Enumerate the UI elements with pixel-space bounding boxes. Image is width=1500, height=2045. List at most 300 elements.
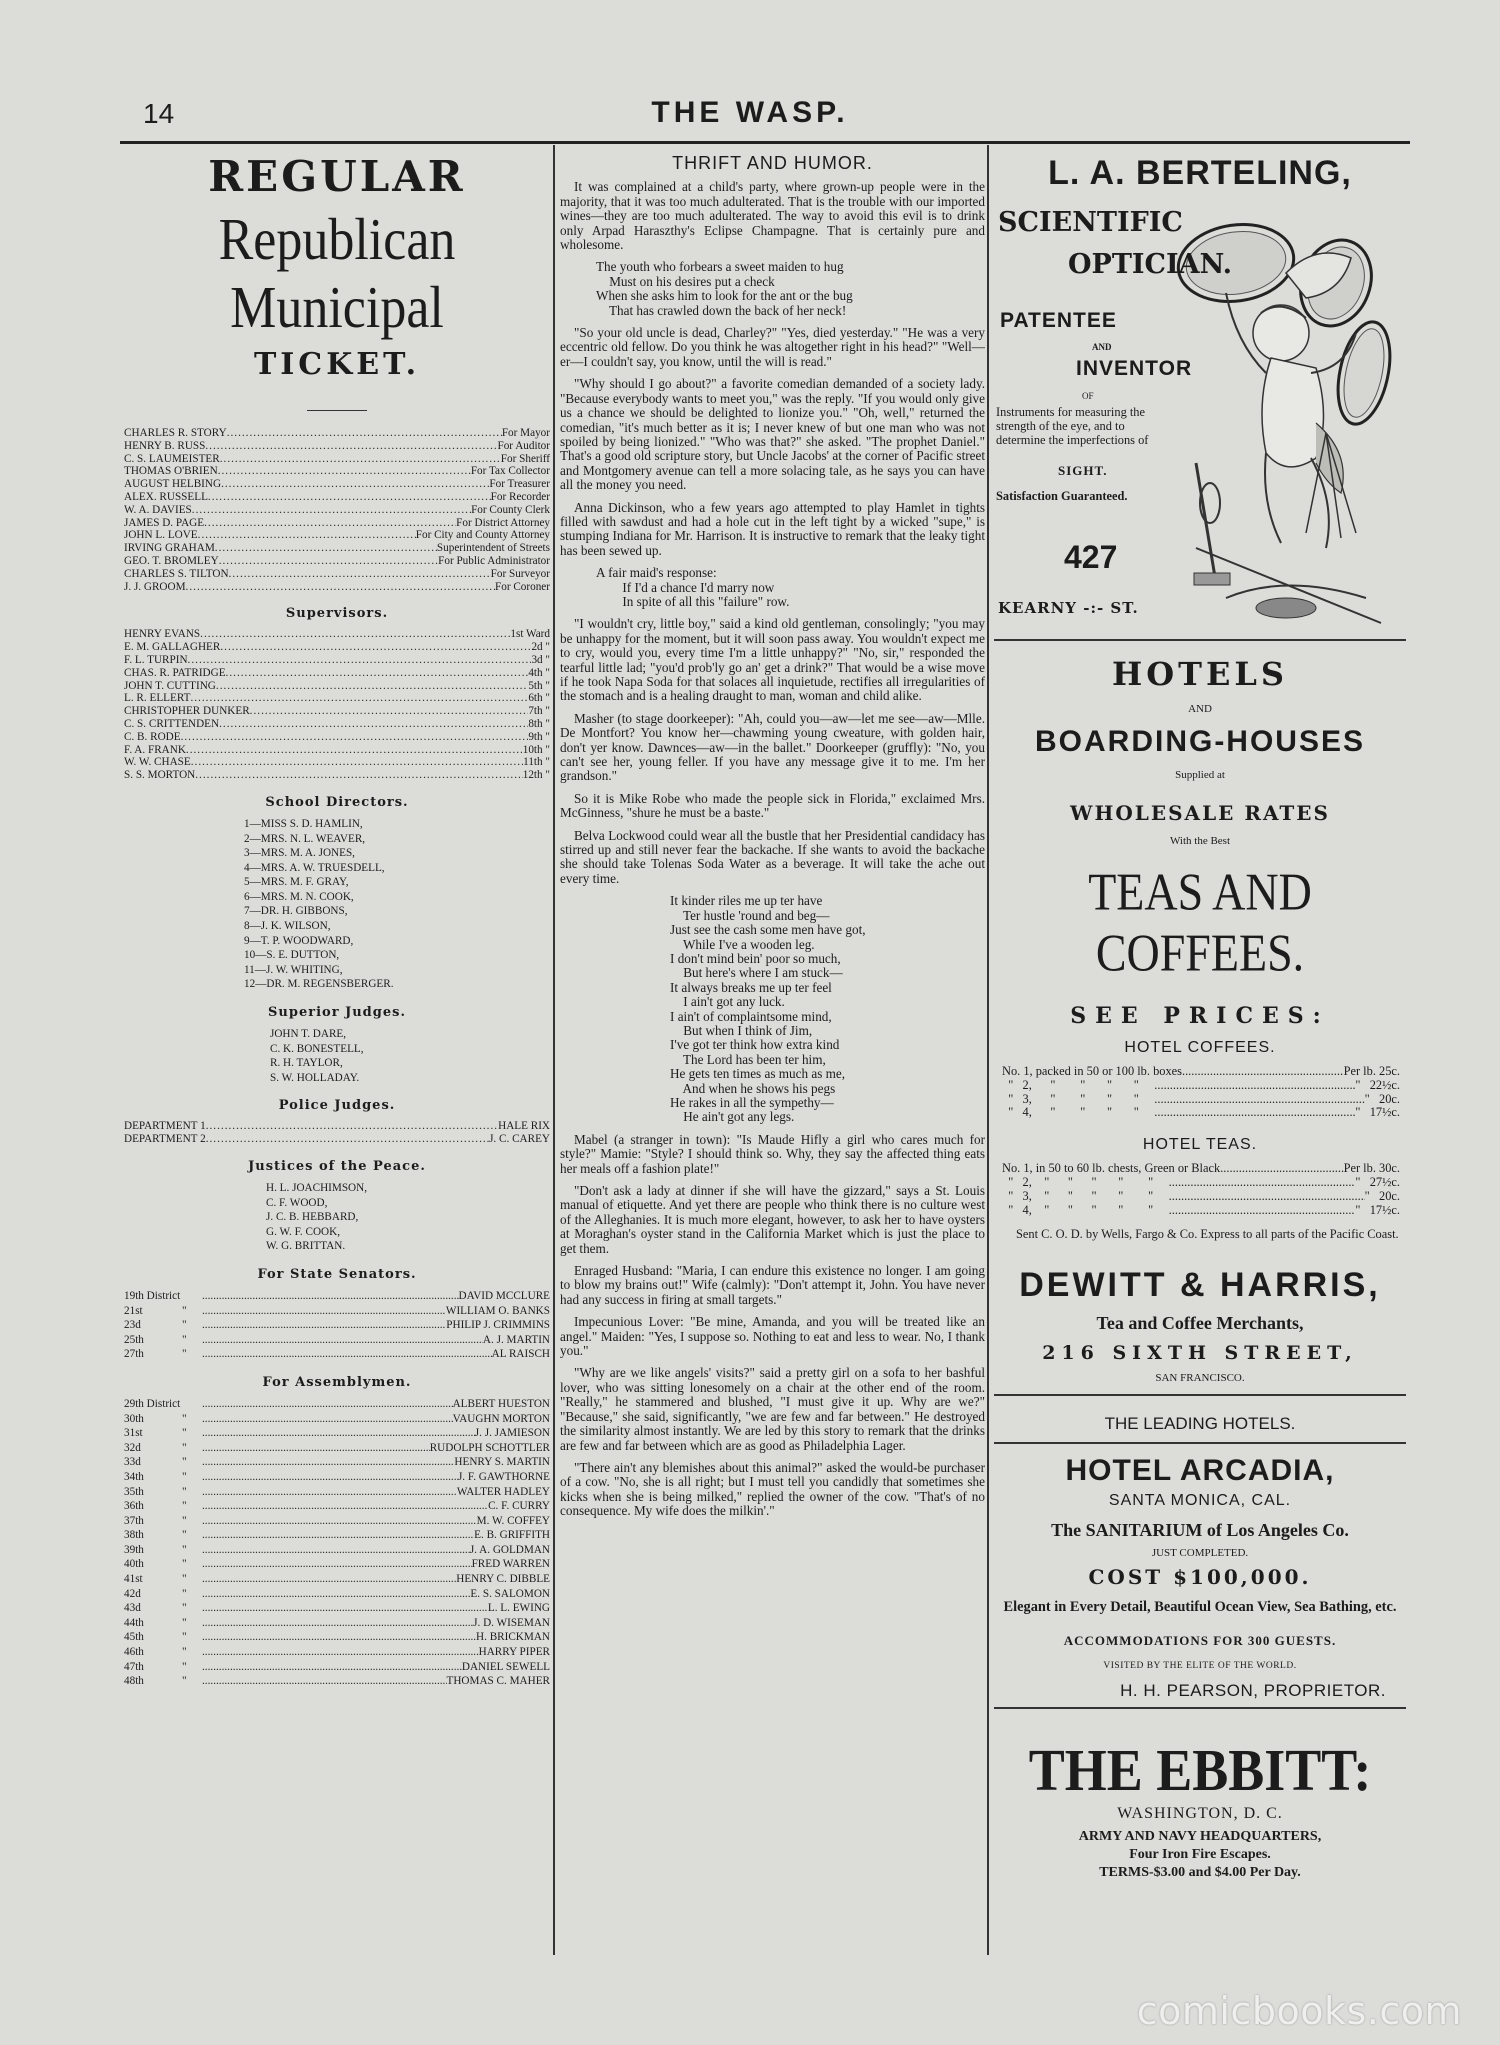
judge-item: JOHN T. DARE, <box>270 1028 347 1041</box>
justices-heading: Justices of the Peace. <box>248 1159 426 1175</box>
officer-row-value: For Tax Collector <box>470 465 550 478</box>
senators-heading: For State Senators. <box>257 1266 417 1282</box>
humor-paragraph: Enraged Husband: "Maria, I can endure this existence no longer. I am going to blow my brains out!" Wife (calmly): "Don't attempt it, John. You have never had any success in firing at small targets." <box>560 1263 985 1307</box>
fire-escapes: Four Iron Fire Escapes. <box>1129 1846 1271 1862</box>
officer-row-name: GEO. T. BROMLEY <box>124 554 219 567</box>
sight-label: SIGHT. <box>1058 463 1108 478</box>
assembly-row-ditto <box>182 1397 202 1412</box>
assembly-row-name: J. F. GAWTHORNE <box>457 1470 550 1483</box>
assembly-row <box>124 1660 550 1675</box>
assembly-row-ditto: " <box>182 1558 187 1571</box>
dewitt-harris-title: DEWITT & HARRIS, <box>1019 1265 1381 1304</box>
leader-dots <box>202 1543 470 1558</box>
justice-item: J. C. B. HEBBARD, <box>266 1211 359 1224</box>
just-completed: JUST COMPLETED. <box>1151 1546 1249 1559</box>
hotel-teas-heading: HOTEL TEAS. <box>1142 1136 1258 1154</box>
police-row-name: DEPARTMENT 1 <box>124 1120 206 1133</box>
assembly-row-ditto: " <box>182 1660 187 1673</box>
supervisor-row-value: 2d " <box>531 641 550 654</box>
assembly-row-district: 30th <box>124 1412 144 1425</box>
wholesale-rates: WHOLESALE RATES <box>1070 801 1330 825</box>
army-navy-hq: ARMY AND NAVY HEADQUARTERS, <box>1078 1828 1322 1844</box>
assembly-row-district: 45th <box>124 1631 144 1644</box>
leader-dots <box>202 1470 458 1485</box>
supervisor-row-name: JOHN T. CUTTING <box>124 679 216 692</box>
officer-row-name: CHARLES S. TILTON <box>124 567 229 580</box>
senator-row <box>124 1318 550 1333</box>
leader-dots <box>202 1289 459 1304</box>
leader-dots <box>202 1660 462 1675</box>
officer-row-name: JAMES D. PAGE <box>124 516 205 529</box>
senator-row-name: DAVID MCCLURE <box>458 1289 550 1302</box>
assembly-row-district: 44th <box>124 1616 144 1629</box>
assembly-row-name: VAUGHN MORTON <box>452 1412 550 1425</box>
poem-line: Ter hustle 'round and beg— <box>670 907 830 923</box>
officer-row <box>124 491 550 504</box>
supervisor-row-value: 7th " <box>528 705 550 718</box>
price-row <box>994 1162 1406 1176</box>
ticket-regular: REGULAR <box>208 152 466 201</box>
officer-row-value: For Coroner <box>495 580 550 593</box>
humor-paragraph: "Why are we like angels' visits?" said a pretty girl on a sofa to her bashful lover, who was sitting lonesomely on a chair at the other end of the room. "Really," he stammered and blushed, "I must give it up. Why are we?" "Because," she said, significantly, "we are few and far between." He destroyed the similarity almost instantly. We are led by this story to remark that the drinks are few and far between which are as good as Philadelphia Lager. <box>560 1365 985 1453</box>
poem-line: A fair maid's response: <box>596 565 717 581</box>
supervisor-row <box>124 654 550 667</box>
officer-row-name: THOMAS O'BRIEN <box>124 465 218 478</box>
header-rule <box>120 141 1410 144</box>
leader-dots <box>208 491 491 504</box>
judge-item: R. H. TAYLOR, <box>270 1057 343 1070</box>
assembly-row-name: DANIEL SEWELL <box>461 1660 550 1673</box>
poem-line: Just see the cash some men have got, <box>670 922 866 938</box>
leader-dots <box>206 1133 489 1146</box>
supervisor-row <box>124 705 550 718</box>
see-prices: SEE PRICES: <box>1070 1003 1330 1029</box>
assembly-row-name: E. B. GRIFFITH <box>474 1529 550 1542</box>
poem-block <box>560 894 985 1125</box>
school-heading: School Directors. <box>265 794 409 810</box>
assembly-row <box>124 1557 550 1572</box>
poem-line: He gets ten times as much as me, <box>670 1066 846 1082</box>
ad-divider <box>994 639 1406 641</box>
supervisor-row-value: 1st Ward <box>510 628 550 641</box>
assembly-row <box>124 1426 550 1441</box>
senator-row <box>124 1304 550 1319</box>
humor-paragraph: "I wouldn't cry, little boy," said a kind old gentleman, consolingly; "you may be unhappy for the moment, but it will soon pass away. You wouldn't expect me to cry, would you, every time I'm a little unhappy?" "No, sir," responded the tearful little lad; "you'd prob'ly go an' get a drink?" That would be a wise move if he took Napa Soda for that solaces all inquietude, rectifies all irregularities of the stomach and is a healing draught to man, woman and child alike. <box>560 616 985 704</box>
humor-paragraph: "So your old uncle is dead, Charley?" "Yes, died yesterday." "He was a very eccentric old fellow. Do you think he was altogether right in his head?" "Well—er—I couldn't say, you know, until the will is read." <box>560 325 985 369</box>
terms: TERMS-$3.00 and $4.00 Per Day. <box>1099 1864 1301 1880</box>
leader-dots <box>192 504 471 517</box>
director-item: 8—J. K. WILSON, <box>244 920 331 933</box>
leader-dots <box>186 744 523 757</box>
officer-row <box>124 529 550 542</box>
assembly-row-district: 36th <box>124 1500 144 1513</box>
berteling-title: L. A. BERTELING, <box>1048 154 1352 192</box>
assembly-heading: For Assemblymen. <box>262 1374 412 1390</box>
price-item: " 4, " " " " <box>1002 1105 1155 1120</box>
poem-line: It always breaks me up ter feel <box>670 979 832 995</box>
senator-row-name: PHILIP J. CRIMMINS <box>446 1319 550 1332</box>
assembly-row-name: E. S. SALOMON <box>470 1587 550 1600</box>
leader-dots <box>205 440 497 453</box>
assembly-row-name: J. A. GOLDMAN <box>469 1543 550 1556</box>
supervisor-row-value: 3d " <box>531 653 550 666</box>
senator-row-ditto <box>182 1289 202 1304</box>
poem-line: He rakes in all the sympethy— <box>670 1094 834 1110</box>
poem-line: It kinder riles me up ter have <box>670 893 823 909</box>
scientific-label: SCIENTIFIC <box>998 207 1183 238</box>
leader-dots <box>220 453 501 466</box>
leader-dots <box>181 731 529 744</box>
supervisor-row <box>124 692 550 705</box>
assembly-list <box>124 1397 550 1689</box>
leader-dots <box>198 529 416 542</box>
poem-line: That has crawled down the back of her neck! <box>596 302 847 318</box>
ticket-republican: Republican Municipal <box>218 207 456 341</box>
optician-label: OPTICIAN. <box>1068 249 1232 280</box>
senators-list <box>124 1289 550 1362</box>
leader-dots <box>202 1441 430 1456</box>
supervisors-heading: Supervisors. <box>285 606 389 622</box>
officer-row <box>124 440 550 453</box>
kearny-street: KEARNY -:- ST. <box>998 599 1139 617</box>
assembly-row-ditto: " <box>182 1456 187 1469</box>
director-item: 6—MRS. M. N. COOK, <box>244 890 354 903</box>
assembly-row-district: 29th District <box>124 1397 181 1410</box>
assembly-row-name: FRED WARREN <box>471 1558 550 1571</box>
leader-dots <box>191 756 523 769</box>
visited-by: VISITED BY THE ELITE OF THE WORLD. <box>1103 1660 1297 1671</box>
senator-row-name: A. J. MARTIN <box>482 1333 550 1346</box>
leader-dots <box>202 1499 488 1514</box>
ticket-heading: TICKET. <box>253 347 421 382</box>
teas-coffees-heading: TEAS AND COFFEES. <box>1088 862 1312 982</box>
column-rule-1 <box>553 145 555 1955</box>
assembly-row-ditto: " <box>182 1602 187 1615</box>
police-heading: Police Judges. <box>278 1098 396 1114</box>
police-row-value: J. C. CAREY <box>489 1133 550 1146</box>
assembly-row <box>124 1485 550 1500</box>
officer-row-name: CHARLES R. STORY <box>124 427 227 439</box>
assembly-row <box>124 1572 550 1587</box>
ebbitt-title: THE EBBITT: <box>1028 1736 1372 1803</box>
price-row <box>994 1176 1406 1190</box>
assembly-row-name: L. L. EWING <box>487 1602 550 1615</box>
superior-heading: Superior Judges. <box>268 1005 406 1021</box>
supervisor-row <box>124 718 550 731</box>
supervisor-row-name: L. R. ELLERT <box>124 692 191 705</box>
cod-notice: Sent C. O. D. by Wells, Fargo & Co. Express to all parts of the Pacific Coast. <box>1016 1227 1399 1242</box>
assembly-row <box>124 1470 550 1485</box>
assembly-row <box>124 1601 550 1616</box>
senator-row-name: AL RAISCH <box>491 1348 550 1361</box>
price-item: " 2, " " " " <box>1002 1077 1155 1092</box>
director-item: 1—MISS S. D. HAMLIN, <box>244 817 363 830</box>
leader-dots <box>202 1485 457 1500</box>
supervisor-row-name: S. S. MORTON <box>124 769 196 782</box>
officer-row <box>124 542 550 555</box>
ad-divider-3 <box>994 1442 1406 1444</box>
leader-dots <box>202 1455 454 1470</box>
director-item: 4—MRS. A. W. TRUESDELL, <box>244 861 385 874</box>
poem-line: In spite of all this "failure" row. <box>596 593 790 609</box>
assembly-row-district: 38th <box>124 1529 144 1542</box>
director-item: 2—MRS. N. L. WEAVER, <box>244 832 366 845</box>
officer-row-value: For District Attorney <box>456 516 550 529</box>
optician-ad <box>994 199 1406 639</box>
poem-line: If I'd a chance I'd marry now <box>596 579 775 595</box>
assembly-row-district: 47th <box>124 1660 144 1673</box>
police-row-name: DEPARTMENT 2 <box>124 1133 206 1146</box>
accommodations: ACCOMMODATIONS FOR 300 GUESTS. <box>1063 1632 1337 1648</box>
leader-dots <box>1154 1079 1355 1093</box>
supervisor-row-value: 8th " <box>528 717 550 730</box>
director-item: 10—S. E. DUTTON, <box>244 949 340 962</box>
leader-dots <box>206 1120 498 1133</box>
leader-dots <box>202 1304 446 1319</box>
assembly-row-ditto: " <box>182 1616 187 1629</box>
poem-line: While I've a wooden leg. <box>670 936 815 952</box>
leader-dots <box>202 1674 447 1689</box>
director-item: 12—DR. M. REGENSBERGER. <box>244 978 394 991</box>
officer-row-value: For Sheriff <box>500 452 550 465</box>
police-list <box>124 1120 550 1146</box>
poem-line: I don't mind bein' poor so much, <box>670 950 841 966</box>
police-row <box>124 1133 550 1146</box>
judge-item: C. K. BONESTELL, <box>270 1042 364 1055</box>
leader-dots <box>226 667 529 680</box>
assembly-row-ditto: " <box>182 1587 187 1600</box>
instruments-text: Instruments for measuring the strength of the eye, and to determine the imperfections of <box>996 405 1149 447</box>
director-item: 3—MRS. M. A. JONES, <box>244 847 355 860</box>
assembly-row-ditto: " <box>182 1412 187 1425</box>
officer-row-name: C. S. LAUMEISTER <box>124 452 220 465</box>
leader-dots <box>202 1514 477 1529</box>
assembly-row-name: M. W. COFFEY <box>476 1514 550 1527</box>
ads-column <box>994 150 1406 1950</box>
leader-dots <box>215 542 437 555</box>
assembly-row-district: 37th <box>124 1514 144 1527</box>
supervisor-row <box>124 756 550 769</box>
divider <box>307 410 367 411</box>
price-row <box>994 1204 1406 1218</box>
supplied-label: Supplied at <box>1175 769 1225 781</box>
tea-merchants: Tea and Coffee Merchants, <box>1096 1312 1304 1333</box>
leader-dots <box>202 1397 453 1412</box>
assembly-row-district: 35th <box>124 1485 144 1498</box>
masthead-title: THE WASP. <box>651 96 849 129</box>
leader-dots <box>227 427 502 440</box>
hotels-heading: HOTELS <box>1112 655 1288 693</box>
assembly-row-ditto: " <box>182 1646 187 1659</box>
assembly-row-district: 40th <box>124 1558 144 1571</box>
leader-dots <box>202 1426 475 1441</box>
price-row <box>994 1065 1406 1079</box>
and-label: AND <box>1092 342 1112 352</box>
officer-row <box>124 478 550 491</box>
poem-line: When she asks him to look for the ant or the bug <box>596 288 853 304</box>
leader-dots <box>1154 1106 1355 1120</box>
supervisor-row-value: 6th " <box>528 692 550 705</box>
senator-row <box>124 1347 550 1362</box>
officer-row-value: For Surveyor <box>490 567 550 580</box>
supervisor-row <box>124 680 550 693</box>
officer-row-value: For Auditor <box>497 439 550 452</box>
leader-dots <box>216 680 528 693</box>
humor-paragraph: Masher (to stage doorkeeper): "Ah, could you—aw—let me see—aw—Mlle. De Montfort? You know her—chawming young cweature, with golden hair, don't yer know. Dawnces—aw—in the ballet." Doorkeeper (gruffly): "No, you can't see her, young feller. If you have any message give it to me. I'm her grandson." <box>560 710 985 784</box>
and-label-2: AND <box>1188 703 1212 715</box>
supervisor-row-name: C. S. CRITTENDEN <box>124 717 220 730</box>
assembly-row-name: J. D. WISEMAN <box>473 1616 550 1629</box>
supervisor-row-name: W. W. CHASE <box>124 756 191 769</box>
price-value: " 17½c. <box>1355 1105 1400 1120</box>
officer-row <box>124 427 550 440</box>
price-row <box>994 1079 1406 1093</box>
supervisor-row-name: HENRY EVANS <box>124 628 201 641</box>
humor-paragraph: Impecunious Lover: "Be mine, Amanda, and you will be treated like an angel." Maiden: "Yes, I suppose so. Nothing to eat and less to wear. No, I thank you." <box>560 1314 985 1359</box>
police-row-value: HALE RIX <box>498 1120 550 1133</box>
senator-row-ditto: " <box>182 1333 187 1346</box>
supervisor-row <box>124 769 550 782</box>
assembly-row <box>124 1499 550 1514</box>
supervisor-row <box>124 641 550 654</box>
street-number: 427 <box>1064 539 1118 575</box>
leader-dots <box>1154 1093 1364 1107</box>
director-item: 7—DR. H. GIBBONS, <box>244 905 348 918</box>
price-item: " 3, " " " " " <box>1002 1188 1169 1203</box>
price-value: " 20c. <box>1364 1188 1400 1203</box>
assembly-row-ditto: " <box>182 1573 187 1586</box>
price-row <box>994 1106 1406 1120</box>
officer-row <box>124 517 550 530</box>
assembly-row-name: HENRY S. MARTIN <box>454 1456 550 1469</box>
with-best-label: With the Best <box>1169 835 1231 847</box>
assembly-row-name: C. F. CURRY <box>488 1500 550 1513</box>
justices-list <box>124 1181 550 1254</box>
humor-body <box>560 180 985 1518</box>
officer-row-name: ALEX. RUSSELL <box>124 490 208 503</box>
leader-dots <box>1169 1204 1356 1218</box>
leader-dots <box>219 718 528 731</box>
ticket-column <box>124 150 550 1950</box>
price-value: Per lb. 25c. <box>1343 1064 1400 1078</box>
senator-row-ditto: " <box>182 1319 187 1332</box>
price-item: " 4, " " " " " <box>1002 1202 1169 1217</box>
price-value: Per lb. 30c. <box>1343 1161 1400 1176</box>
leader-dots <box>195 769 522 782</box>
page-number: 14 <box>143 98 175 129</box>
officer-row-value: For Public Administrator <box>438 554 550 567</box>
supervisor-row-value: 10th " <box>522 743 550 756</box>
assembly-row <box>124 1645 550 1660</box>
assembly-row <box>124 1616 550 1631</box>
justice-item: C. F. WOOD, <box>266 1196 328 1209</box>
supervisor-row-name: F. A. FRANK <box>124 743 186 756</box>
director-item: 11—J. W. WHITING, <box>244 963 343 976</box>
assembly-row-ditto: " <box>182 1514 187 1527</box>
officers-list <box>124 427 550 593</box>
price-value: " 17½c. <box>1355 1202 1400 1217</box>
satisfaction-text: Satisfaction Guaranteed. <box>996 489 1128 503</box>
supervisor-row-name: E. M. GALLAGHER <box>124 641 221 654</box>
patentee-label: PATENTEE <box>1000 309 1117 332</box>
ad-divider-4 <box>994 1707 1406 1709</box>
leader-dots <box>188 654 532 667</box>
senator-row-ditto: " <box>182 1348 187 1361</box>
leader-dots <box>220 641 531 654</box>
assembly-row <box>124 1543 550 1558</box>
of-label: OF <box>1082 391 1094 401</box>
poem-line: I ain't of complaintsome mind, <box>670 1008 832 1024</box>
assembly-row-ditto: " <box>182 1485 187 1498</box>
tea-price-list <box>994 1162 1406 1217</box>
assembly-row-name: RUDOLPH SCHOTTLER <box>429 1441 550 1454</box>
justice-item: G. W. F. COOK, <box>266 1225 341 1238</box>
poem-block <box>560 566 985 609</box>
officer-row-name: IRVING GRAHAM <box>124 542 215 555</box>
poem-block <box>560 260 985 318</box>
hotel-arcadia: HOTEL ARCADIA, <box>1065 1453 1335 1487</box>
director-item: 5—MRS. M. F. GRAY, <box>244 876 349 889</box>
officer-row-name: AUGUST HELBING <box>124 478 222 491</box>
price-row <box>994 1190 1406 1204</box>
supervisor-row-value: 4th " <box>528 666 550 679</box>
leader-dots <box>250 705 529 718</box>
officer-row-name: J. J. GROOM <box>124 580 186 593</box>
officer-row <box>124 555 550 568</box>
assembly-row-ditto: " <box>182 1470 187 1483</box>
officer-row-value: Superintendent of Streets <box>436 542 550 555</box>
leader-dots <box>202 1333 483 1348</box>
supervisor-row-name: C. B. RODE <box>124 730 181 743</box>
humor-paragraph: Belva Lockwood could wear all the bustle that her Presidential candidacy has stirred up and still never fear the backache. If she wants to avoid the backache she should take Tolenas Soda Water as a beverage. It will take the ache out every time. <box>560 827 985 886</box>
director-item: 9—T. P. WOODWARD, <box>244 934 354 947</box>
assembly-row-district: 33d <box>124 1456 141 1469</box>
leader-dots <box>218 465 471 478</box>
assembly-row-ditto: " <box>182 1543 187 1556</box>
senator-row <box>124 1289 550 1304</box>
price-item: No. 1, packed in 50 or 100 lb. boxes <box>1002 1064 1182 1078</box>
leader-dots <box>1169 1190 1365 1204</box>
leader-dots <box>202 1601 488 1616</box>
assembly-row-district: 32d <box>124 1441 141 1454</box>
price-row <box>994 1093 1406 1107</box>
officer-row <box>124 504 550 517</box>
leader-dots <box>202 1572 456 1587</box>
humor-paragraph: Anna Dickinson, who a few years ago attempted to play Hamlet in tights filled with sawdust and had a hole cut in the left tight by a wicked "supe," is stumping Indiana for Mr. Harrison. It is instructive to remark that the leaky tight has been sewed up. <box>560 499 985 558</box>
assembly-row-district: 31st <box>124 1427 143 1440</box>
humor-column <box>560 150 985 1950</box>
sixth-street-address: 216 SIXTH STREET, <box>1042 1341 1358 1364</box>
leader-dots <box>1169 1176 1356 1190</box>
justice-item: H. L. JOACHIMSON, <box>266 1182 368 1195</box>
ad-divider-2 <box>994 1394 1406 1396</box>
leader-dots <box>202 1318 446 1333</box>
santa-monica: SANTA MONICA, CAL. <box>1108 1491 1292 1509</box>
supervisor-row-value: 11th " <box>523 756 550 769</box>
sanitarium: The SANITARIUM of Los Angeles Co. <box>1051 1519 1349 1540</box>
supervisor-row-value: 12th " <box>522 769 550 782</box>
school-list <box>124 817 550 992</box>
assembly-row-name: HARRY PIPER <box>478 1646 550 1659</box>
assembly-row-district: 42d <box>124 1587 141 1600</box>
elegant-text: Elegant in Every Detail, Beautiful Ocean View, Sea Bathing, etc. <box>1003 1598 1397 1615</box>
poem-line: He ain't got any legs. <box>670 1109 795 1125</box>
assembly-row-district: 46th <box>124 1646 144 1659</box>
washington-dc: WASHINGTON, D. C. <box>1117 1804 1283 1822</box>
senator-row-ditto: " <box>182 1304 187 1317</box>
assembly-row-district: 39th <box>124 1543 144 1556</box>
assembly-row <box>124 1630 550 1645</box>
